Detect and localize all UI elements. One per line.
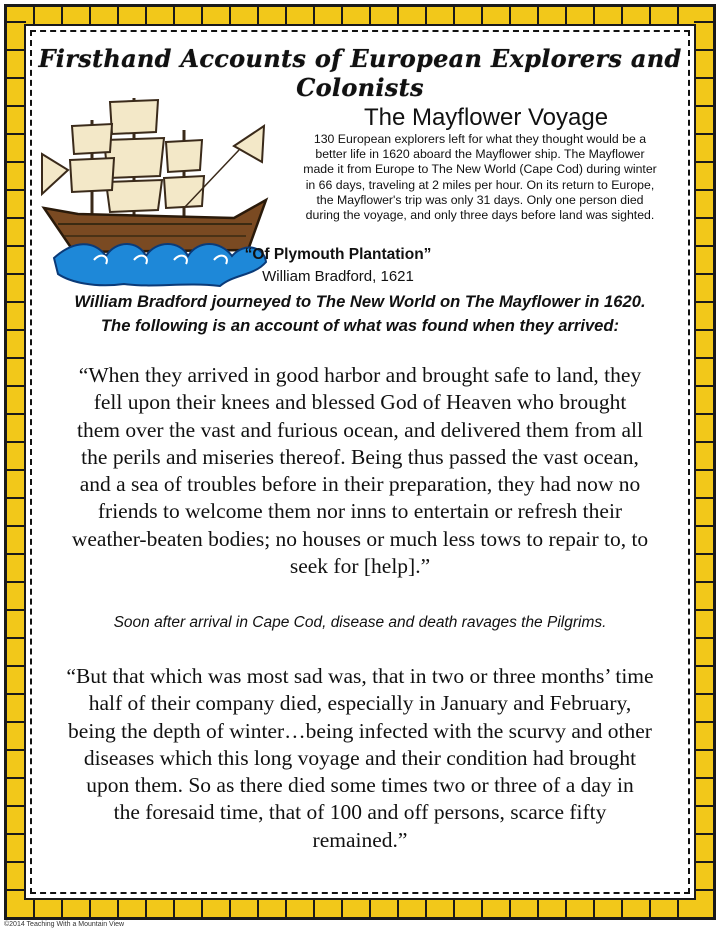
intro-line: The following is an account of what was found when they arrived: — [100, 316, 620, 335]
page-title: Firsthand Accounts of European Explorers and Colonists — [38, 44, 682, 102]
quote-line: and a sea of troubles before in their preparation, they had now no — [79, 472, 641, 497]
quote-line: them over the vast and furious ocean, and delivered them from all — [77, 417, 643, 442]
source-title: “Of Plymouth Plantation” — [244, 246, 432, 263]
voyage-line: the Mayflower's trip was only 31 days. Only one person died — [316, 192, 644, 207]
voyage-title: The Mayflower Voyage — [363, 104, 609, 131]
voyage-line: 130 European explorers left for what they thought would be a — [313, 132, 647, 146]
quote-line: being the depth of winter…being infected with the scurvy and other — [68, 718, 652, 743]
quote-line: upon them. So as there died some times two or three of a day in — [86, 773, 634, 798]
quote-line: “When they arrived in good harbor and brought safe to land, they — [78, 363, 642, 387]
quote-arrival — [44, 362, 676, 580]
copyright-notice: ©2014 Teaching With a Mountain View — [4, 921, 125, 928]
quote-disease — [44, 663, 676, 854]
quote-line: remained.” — [312, 827, 408, 852]
intro-text — [40, 290, 680, 338]
voyage-line: better life in 1620 aboard the Mayflower ship. The Mayflower — [315, 147, 645, 162]
quote-line: the foresaid time, that of 100 and off persons, scarce fifty — [113, 800, 607, 825]
transition-note: Soon after arrival in Cape Cod, disease and death ravages the Pilgrims. — [113, 614, 607, 631]
voyage-line: made it from Europe to The New World (Cape Cod) during winter — [303, 162, 657, 177]
quote-line: friends to welcome them nor inns to entertain or refresh their — [97, 499, 623, 524]
quote-line: the perils and miseries thereof. Being thus passed the vast ocean, — [81, 444, 639, 469]
quote-line: weather-beaten bodies; no houses or much less tows to repair to, to — [71, 526, 649, 551]
quote-line: diseases which this long voyage and their condition had brought — [83, 745, 637, 770]
quote-line: seek for [help].” — [289, 554, 431, 579]
intro-line: William Bradford journeyed to The New World on The Mayflower in 1620. — [74, 292, 646, 311]
quote-line: fell upon their knees and blessed God of Heaven who brought — [93, 390, 627, 415]
source-author: William Bradford, 1621 — [262, 268, 414, 285]
voyage-summary — [270, 132, 690, 223]
voyage-line: in 66 days, traveling at 2 miles per hour. On its return to Europe, — [305, 177, 655, 192]
quote-line: half of their company died, especially in January and February, — [88, 691, 632, 716]
quote-line: “But that which was most sad was, that in two or three months’ time — [66, 664, 654, 688]
voyage-line: during the voyage, and only three days before land was sighted. — [305, 208, 655, 223]
